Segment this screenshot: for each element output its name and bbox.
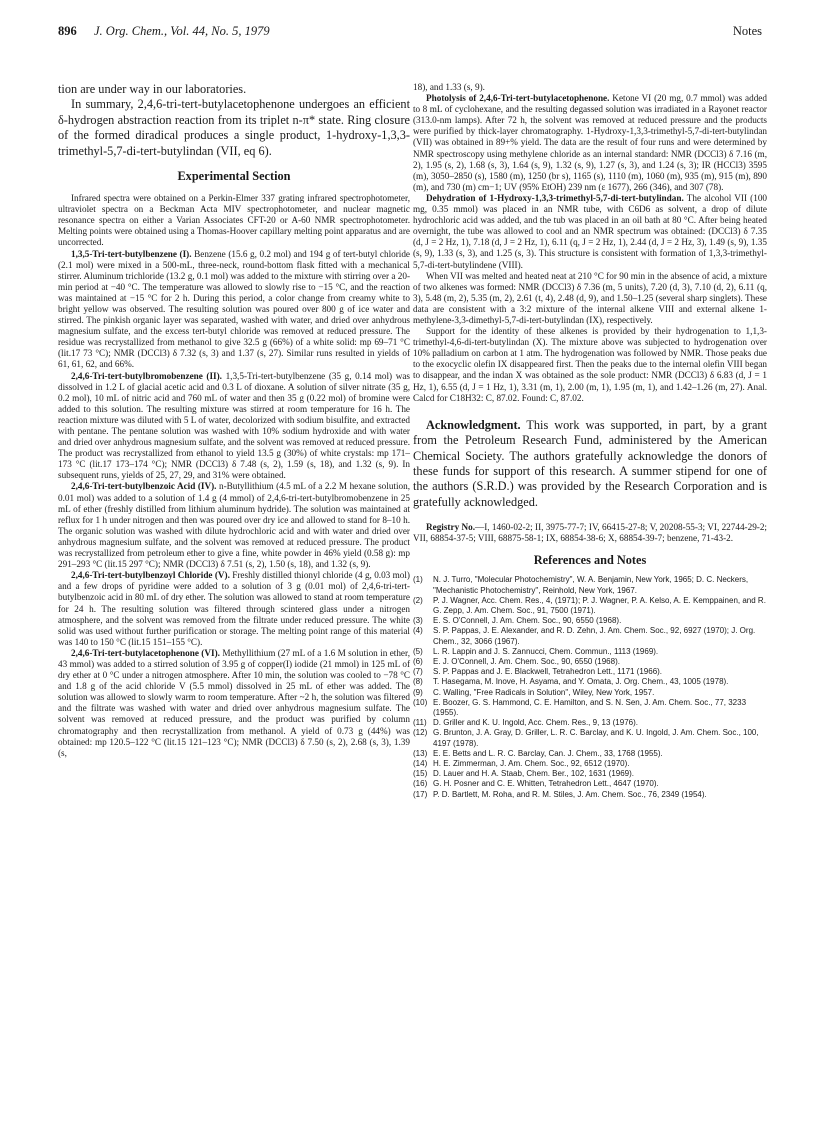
paragraph-text: Freshly distilled thionyl chloride (4 g, 0.03 mol) and a few drops of pyridine were added to a solution of 3 g (0.01 mol) of 2,4,6-tri-tert-butylbenzoic acid in 80 mL of dry ether. The solution was allowed to stand at room temperature for 24 h. The resulting solution was filtered through scintered glass under a nitrogen atmosphere, and the solvent was removed from the filtrate under reduced pressure. The white solid was used without further purification or storage. The melting point range of this material was 140 to 150 °C (lit.15 151–155 °C). xyxy=(58,570,410,647)
paragraph xyxy=(58,371,410,482)
paragraph xyxy=(413,326,767,404)
paragraph-text: n-Butyllithium (4.5 mL of a 2.2 M hexane solution, 0.01 mol) was added to a solution of 1.4 g (4 mmol) of 2,4,6-tri-tert-butylbromobenzene in 25 mL of ether (freshly distilled from lithium aluminum hydride). The solution was maintained at reflux for 1 h under nitrogen and then was poured over dry ice and allowed to stand for 8–10 h. The organic solution was washed with dilute hydrochloric acid and with water and dried over anhydrous magnesium sulfate, and the solvent was removed at reduced pressure. The product was recrystallized from petroleum ether to give a fine, white powder in 46% yield (0.58 g): mp 291–293 °C (lit.15 297 °C); NMR (DCCl3) δ 7.51 (s, 2), 1.50 (s, 18), and 1.32 (s, 9). xyxy=(58,481,411,570)
reference-text: L. R. Lappin and J. S. Zannucci, Chem. Commun., 1113 (1969). xyxy=(433,646,659,656)
reference-text: C. Walling, "Free Radicals in Solution", Wiley, New York, 1957. xyxy=(433,687,655,697)
reference-text: G. H. Posner and C. E. Whitten, Tetrahedron Lett., 4647 (1970). xyxy=(433,779,659,789)
summary-paragraph: In summary, 2,4,6-tri-tert-butylacetophenone undergoes an efficient δ-hydrogen abstraction reaction from its triplet n-π* state. Ring closure of the formed diradical produces a single product, 1-hydroxy-1,3,3-trimethyl-5,7-di-tert-butylindan (VII, eq 6). xyxy=(58,97,410,158)
reference-item xyxy=(413,626,767,646)
paragraph-text: Methyllithium (27 mL of a 1.6 M solution in ether, 43 mmol) was added to a stirred solution of 3.95 g of copper(I) iodide (21 mmol) in 125 mL of dry ether at 0 °C under a nitrogen atmosphere. After 10 min, the solution was cooled to −78 °C and 1.8 g of the acid chloride V (5.5 mmol) dissolved in 25 mL of ether was added. The solution was allowed to slowly warm to room temperature. After ~2 h, the solution was filtered and the filtrate was washed with water and dried over anhydrous magnesium sulfate. The solvent was removed at reduced pressure, and the product was purified by column chromatography and then recrystallization from methanol. A yield of 0.73 g (44%) was obtained: mp 120.5–122 °C (lit.15 121–123 °C); NMR (DCCl3) δ 7.50 (s, 2), 2.68 (s, 3), 1.39 (s, xyxy=(58,647,410,758)
reference-text: S. P. Pappas and J. E. Blackwell, Tetrahedron Lett., 1171 (1966). xyxy=(433,667,663,677)
reference-item xyxy=(413,575,767,595)
registry-text: —I, 1460-02-2; II, 3975-77-7; IV, 66415-27-8; V, 20208-55-3; VI, 22744-29-2; VII, 68854-37-5; VIII, 68875-58-1; IX, 68854-38-6; X, 68854-39-7; benzene, 71-43-2. xyxy=(413,522,767,544)
paragraph-text: Benzene (15.6 g, 0.2 mol) and 194 g of tert-butyl chloride (2.1 mol) were mixed in a 500-mL, three-neck, round-bottom flask fitted with a mechanical stirrer. Aluminum trichloride (13.2 g, 0.1 mol) was added to the mixture with stirring over a 20-min period at −40 °C. The temperature was allowed to slowly rise to −15 °C, and the reaction was maintained at −15 °C for 2 h. During this period, a color change from creamy white to bright yellow was observed. The resulting solution was poured over 800 g of ice water and stirred. The pinkish organic layer was separated, washed with water, and dried over anhydrous magnesium sulfate, and the excess tert-butyl chloride was removed at reduced pressure. The residue was recrystallized from methanol to give 32.5 g (66%) of a white solid: mp 69–71 °C (lit.17 73 °C); NMR (DCCl3) δ 7.32 (s, 3) and 1.37 (s, 27). Similar runs resulted in yields of 61, 61, 62, and 66%. xyxy=(58,248,410,370)
registry-numbers xyxy=(413,522,767,544)
reference-number: (10) xyxy=(413,697,428,707)
reference-number: (9) xyxy=(413,687,423,697)
reference-item xyxy=(413,647,767,657)
reference-number: (15) xyxy=(413,769,428,779)
reference-item xyxy=(413,657,767,667)
experimental-heading: Experimental Section xyxy=(177,169,291,184)
reference-number: (8) xyxy=(413,677,423,687)
paragraph-text: 1,3,5-Tri-tert-butylbenzene (35 g, 0.14 mol) was dissolved in 1.2 L of glacial acetic acid and 0.3 L of dioxane. A solution of silver nitrate (35 g, 0.2 mol), 10 mL of nitric acid and 760 mL of water and then 35 g (0.22 mol) of bromine were added to this solution. The resulting mixture was stirred at room temperature for 16 h. The reaction mixture was diluted with 5 L of water, decolorized with sodium bisulfite, and extracted with pentane. The pentane solution was washed with 10% sodium hydroxide and with water and dried over anhydrous magnesium sulfate, and the solvent was removed at reduced pressure. The product was recrystallized from ethanol to yield 13.5 g (30%) of white crystals: mp 171–173 °C (lit.17 173–174 °C); NMR (DCCl3) δ 7.48 (s, 2), 1.59 (s, 18), and 1.32 (s, 9). In subsequent runs, yields of 25, 27, 29, and 31% were obtained. xyxy=(58,370,410,481)
paragraph xyxy=(413,271,767,326)
reference-text: E. Boozer, G. S. Hammond, C. E. Hamilton, and S. N. Sen, J. Am. Chem. Soc., 77, 3233 (1955). xyxy=(433,697,747,717)
paragraph xyxy=(413,193,767,271)
reference-text: H. E. Zimmerman, J. Am. Chem. Soc., 92, 6512 (1970). xyxy=(433,759,630,768)
references-list xyxy=(413,575,767,799)
acknowledgment-title: Acknowledgment. xyxy=(426,417,521,432)
reference-text: T. Hasegama, M. Inove, H. Asyama, and Y. Omata, J. Org. Chem., 43, 1005 (1978). xyxy=(433,677,729,687)
acknowledgment-text: This work was supported, in part, by a grant from the Petroleum Research Fund, administered by the American Chemical Society. The authors gratefully acknowledge the donors of these funds for support of this research. A summer stipend for one of the authors (S.R.D.) was provided by the Research Corporation and is gratefully acknowledged. xyxy=(413,417,767,509)
paragraph xyxy=(58,249,410,371)
reference-text: P. J. Wagner, Acc. Chem. Res., 4, (1971); P. J. Wagner, P. A. Kelso, A. E. Kemppainen, and R. G. Zepp, J. Am. Chem. Soc., 91, 7500 (1971). xyxy=(433,595,766,615)
paragraph-text: Infrared spectra were obtained on a Perkin-Elmer 337 grating infrared spectrophotometer, ultraviolet spectra on a Beckman Acta MIV spectrophotometer, and nuclear magnetic resonance spectra on either a Varian Associates CFT-20 or A-60 NMR spectrophotometer. Melting points were obtained using a Thomas-Hoover capillary melting point apparatus and are uncorrected. xyxy=(58,193,410,248)
paragraph-title: 2,4,6-Tri-tert-butylbenzoic Acid (IV). xyxy=(71,481,217,492)
registry-title: Registry No. xyxy=(426,522,476,533)
paragraph-title: 2,4,6-Tri-tert-butylbromobenzene (II). xyxy=(71,370,222,381)
reference-number: (17) xyxy=(413,789,428,799)
experimental-paragraphs xyxy=(58,193,410,759)
reference-text: D. Griller and K. U. Ingold, Acc. Chem. Res., 9, 13 (1976). xyxy=(433,718,638,728)
reference-number: (16) xyxy=(413,779,428,789)
reference-number: (11) xyxy=(413,718,427,728)
paragraph-title: 2,4,6-Tri-tert-butylbenzoyl Chloride (V). xyxy=(71,570,230,581)
left-column xyxy=(58,82,410,759)
reference-text: E. S. O'Connell, J. Am. Chem. Soc., 90, 6550 (1968). xyxy=(433,616,622,626)
paragraph-title: 2,4,6-Tri-tert-butylacetophenone (VI). xyxy=(71,647,220,658)
reference-item xyxy=(413,769,767,779)
reference-number: (12) xyxy=(413,728,428,738)
reference-item xyxy=(413,677,767,687)
reference-number: (7) xyxy=(413,667,423,677)
reference-item xyxy=(413,749,767,759)
journal-citation: J. Org. Chem., Vol. 44, No. 5, 1979 xyxy=(94,24,270,38)
reference-number: (2) xyxy=(413,595,423,605)
references-heading: References and Notes xyxy=(533,553,647,568)
intro-end: tion are under way in our laboratories. xyxy=(58,82,247,96)
reference-number: (1) xyxy=(413,575,423,585)
reference-text: G. Brunton, J. A. Gray, D. Griller, L. R. C. Barclay, and K. U. Ingold, J. Am. Chem. Soc., 100, 4197 (1978). xyxy=(433,728,759,748)
paragraph-text: When VII was melted and heated neat at 210 °C for 90 min in the absence of acid, a mixture of two alkenes was formed: NMR (DCCl3) δ 7.36 (m, 5 units), 7.20 (d, 3), 7.10 (d, 2), 6.11 (q, 3), 5.48 (m, 2), 5.35 (m, 2), 2.61 (t, 4), 2.48 (d, 9), and 1.50–1.25 (several sharp singlets). These data are consistent with a 3:2 mixture of the internal alkene VIII and external alkene 1-methylene-3,3-dimethyl-5,7-di-tert-butylindan (IX), respectively. xyxy=(413,270,767,325)
reference-item xyxy=(413,779,767,789)
page-header xyxy=(58,24,762,44)
paragraph-title: Photolysis of 2,4,6-Tri-tert-butylacetophenone. xyxy=(426,93,610,104)
reference-number: (4) xyxy=(413,626,423,636)
page-number: 896 xyxy=(58,24,77,38)
paragraph-title: 1,3,5-Tri-tert-butylbenzene (I). xyxy=(71,248,192,259)
section-label: Notes xyxy=(732,24,762,38)
reference-item xyxy=(413,759,767,769)
reference-item xyxy=(413,667,767,677)
reference-item xyxy=(413,616,767,626)
reference-number: (5) xyxy=(413,646,423,656)
continuation-text: 18), and 1.33 (s, 9). xyxy=(413,82,485,92)
reference-item xyxy=(413,698,767,718)
acknowledgment xyxy=(413,418,767,510)
procedure-paragraphs xyxy=(413,93,767,404)
reference-number: (13) xyxy=(413,748,428,758)
reference-text: N. J. Turro, "Molecular Photochemistry", W. A. Benjamin, New York, 1965; D. C. Neckers, "Mechanistic Photochemistry", Reinhold, New York, 1967. xyxy=(433,575,749,595)
paragraph xyxy=(58,570,410,648)
paragraph xyxy=(58,193,410,248)
paragraph-text: Support for the identity of these alkenes is provided by their hydrogenation to 1,1,3-trimethyl-4,6-di-tert-butylindan (X). The mixture above was subjected to hydrogenation over 10% palladium on carbon at 1 atm. The hydrogenation was followed by NMR. Those peaks due to the exocyclic olefin IX disappeared first. Then the peaks due to the internal olefin VIII began to disappear, and the indan X was obtained as the sole product: NMR (DCCl3) δ 6.83 (d, J = 1 Hz, 1), 6.55 (d, J = 1 Hz, 1), 3.31 (m, 1), 2.00 (m, 1), 1.95 (m, 1), and 1.42–1.26 (m, 27). Anal. Calcd for C18H32: C, 87.02. Found: C, 87.02. xyxy=(413,326,767,403)
reference-text: S. P. Pappas, J. E. Alexander, and R. D. Zehn, J. Am. Chem. Soc., 92, 6927 (1970); J. Org. Chem., 32, 3066 (1967). xyxy=(433,626,756,646)
reference-number: (3) xyxy=(413,616,423,626)
reference-item xyxy=(413,688,767,698)
reference-number: (14) xyxy=(413,759,428,768)
reference-text: P. D. Bartlett, M. Roha, and R. M. Stiles, J. Am. Chem. Soc., 76, 2349 (1954). xyxy=(433,789,707,799)
paragraph-title: Dehydration of 1-Hydroxy-1,3,3-trimethyl-5,7-di-tert-butylindan. xyxy=(426,192,684,203)
reference-number: (6) xyxy=(413,656,423,666)
paragraph xyxy=(413,93,767,193)
reference-text: D. Lauer and H. A. Staab, Chem. Ber., 102, 1631 (1969). xyxy=(433,769,635,779)
right-column xyxy=(413,82,767,800)
reference-item xyxy=(413,718,767,728)
reference-item xyxy=(413,790,767,800)
reference-text: E. J. O'Connell, J. Am. Chem. Soc., 90, 6550 (1968). xyxy=(433,656,620,666)
paragraph-text: The alcohol VII (100 mg, 0.35 mmol) was placed in an NMR tube, with C6D6 as solvent, a drop of dilute hydrochloric acid was added, and the tub was placed in an oil bath at 80 °C. After being heated overnight, the tube was allowed to cool and an NMR spectrum was obtained: (DCCl3) δ 7.35 (d, J = 2 Hz, 1), 7.18 (d, J = 2 Hz, 1), 6.11 (q, J = 2 Hz, 1), 2.44 (d, J = 2 Hz, 3), 1.49 (s, 9), 1.35 (s, 9), 1.33 (s, 3), and 1.25 (s, 3). This structure is consistent with formation of 1,3,3-trimethyl-5,7-di-tert-butylindene (VIII). xyxy=(413,192,768,270)
paragraph xyxy=(58,648,410,759)
reference-item xyxy=(413,728,767,748)
paragraph-text: Ketone VI (20 mg, 0.7 mmol) was added to 8 mL of cyclohexane, and the resulting degassed solution was irradiated in a Rayonet reactor (313.0-nm lamps). After 72 h, the solvent was removed at reduced pressure and the products were purified by thick-layer chromatography. 1-Hydroxy-1,3,3-trimethyl-5,7-di-tert-butylindan (VII) was obtained in 89+% yield. The data are the result of four runs and were determined by NMR spectroscopy using methylene chloride as an internal standard: NMR (DCCl3) δ 7.16 (m, 2), 1.95 (s, 2), 1.68 (s, 3), 1.64 (s, 9), 1.32 (s, 9), 1.27 (s, 3), and 1.24 (s, 3); IR (HCCl3) 3595 (m), 3050–2850 (s), 1580 (m), 1250 (br s), 1165 (s), 1110 (m), 1060 (m), 935 (m), 915 (m), 890 (m), and 730 (m) cm−1; UV (95% EtOH) 239 nm (ε 1677), 266 (346), and 307 (78). xyxy=(413,93,767,192)
reference-item xyxy=(413,596,767,616)
paragraph xyxy=(58,481,410,570)
reference-text: E. E. Betts and L. R. C. Barclay, Can. J. Chem., 33, 1768 (1955). xyxy=(433,748,663,758)
